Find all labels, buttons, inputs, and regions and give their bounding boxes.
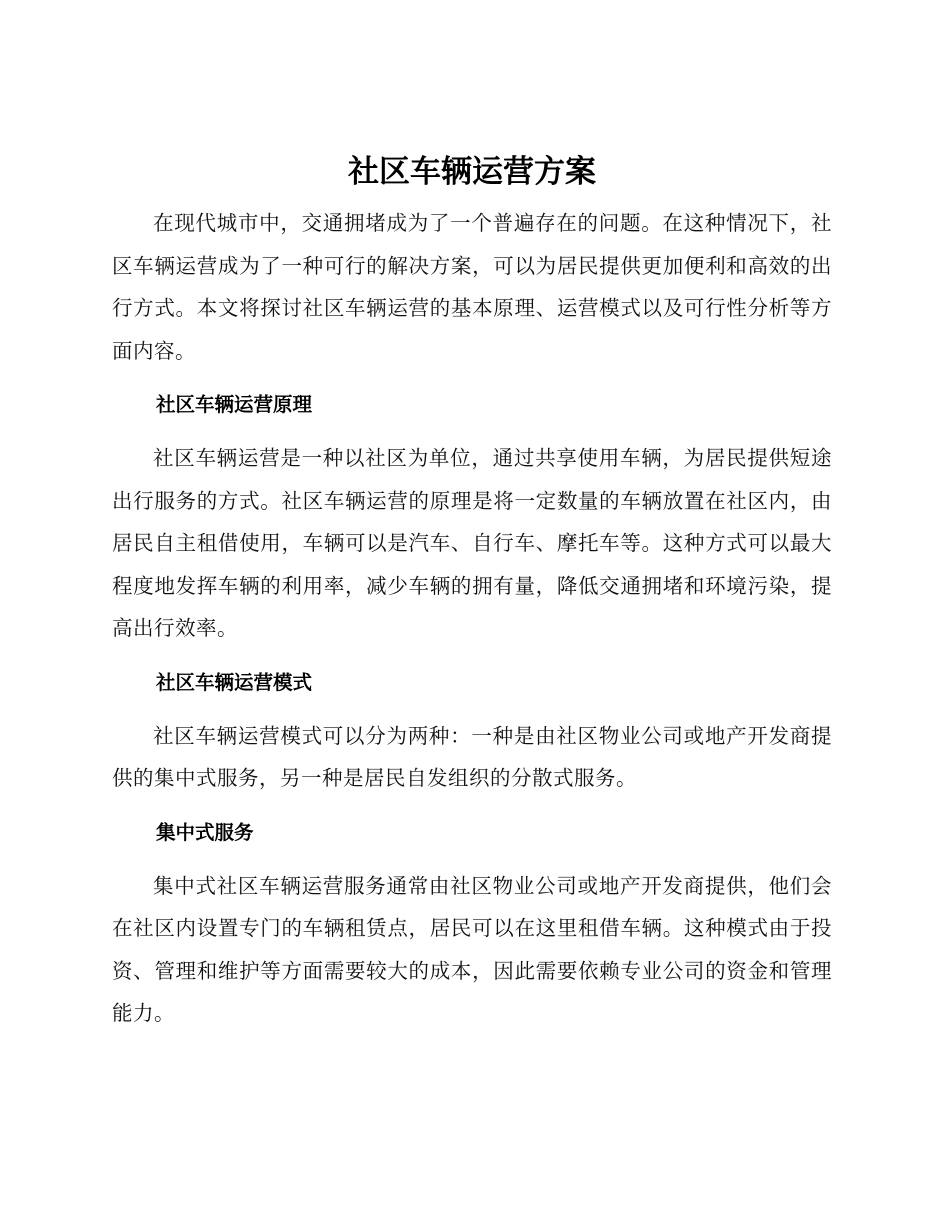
document-title: 社区车辆运营方案 [348,154,596,190]
document-page [112,148,832,1035]
section-heading-principle: 社区车辆运营原理 [156,393,313,416]
section-body-model: 社区车辆运营模式可以分为两种：一种是由社区物业公司或地产开发商提供的集中式服务，另一种是居民自发组织的分散式服务。 [112,723,832,790]
intro-paragraph: 在现代城市中，交通拥堵成为了一个普遍存在的问题。在这种情况下，社区车辆运营成为了一种可行的解决方案，可以为居民提供更加便利和高效的出行方式。本文将探讨社区车辆运营的基本原理、运营模式以及可行性分析等方面内容。 [112,211,832,363]
section-heading-centralized: 集中式服务 [156,820,254,844]
section-body-centralized: 集中式社区车辆运营服务通常由社区物业公司或地产开发商提供，他们会在社区内设置专门的车辆租赁点，居民可以在这里租借车辆。这种模式由于投资、管理和维护等方面需要较大的成本，因此需要依赖专业公司的资金和管理能力。 [112,873,832,1025]
section-heading-model: 社区车辆运营模式 [156,670,313,694]
section-body-principle: 社区车辆运营是一种以社区为单位，通过共享使用车辆，为居民提供短途出行服务的方式。社区车辆运营的原理是将一定数量的车辆放置在社区内，由居民自主租借使用，车辆可以是汽车、自行车、摩托车等。这种方式可以最大程度地发挥车辆的利用率，减少车辆的拥有量，降低交通拥堵和环境污染，提高出行效率。 [112,446,832,640]
